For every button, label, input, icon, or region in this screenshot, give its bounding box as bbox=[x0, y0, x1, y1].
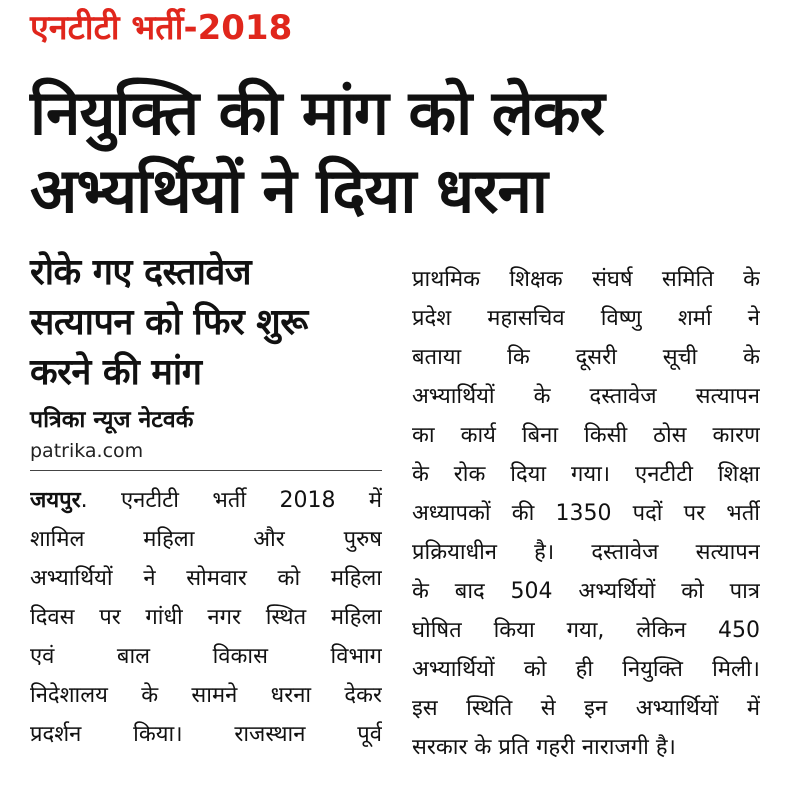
column-divider bbox=[30, 470, 382, 471]
body-line: अभ्यार्थियों को ही नियुक्ति मिली। bbox=[412, 657, 760, 682]
dateline-place: जयपुर bbox=[30, 488, 81, 513]
left-column bbox=[30, 248, 382, 754]
subheadline bbox=[30, 248, 382, 398]
body-line: सरकार के प्रति गहरी नाराजगी है। bbox=[412, 735, 676, 760]
body-line: अध्यापकों की 1350 पदों पर भर्ती bbox=[412, 501, 760, 526]
body-line-text: . एनटीटी भर्ती 2018 में bbox=[80, 488, 382, 513]
body-line: का कार्य बिना किसी ठोस कारण bbox=[412, 423, 760, 448]
body-line: अभ्यार्थियों ने सोमवार को महिला bbox=[30, 566, 382, 591]
subheadline-line-2: सत्यापन को फिर शुरू bbox=[30, 302, 308, 343]
subheadline-line-1: रोके गए दस्तावेज bbox=[30, 252, 252, 293]
body-line: प्राथमिक शिक्षक संघर्ष समिति के bbox=[412, 267, 760, 292]
body-line: निदेशालय के सामने धरना देकर bbox=[30, 683, 382, 708]
body-line: अभ्यार्थियों के दस्तावेज सत्यापन bbox=[412, 384, 760, 409]
body-line: बताया कि दूसरी सूची के bbox=[412, 345, 760, 370]
body-line: दिवस पर गांधी नगर स्थित महिला bbox=[30, 605, 382, 630]
body-line: घोषित किया गया, लेकिन 450 bbox=[412, 618, 760, 643]
body-line: प्रक्रियाधीन है। दस्तावेज सत्यापन bbox=[412, 540, 760, 565]
section-kicker: एनटीटी भर्ती-2018 bbox=[30, 8, 293, 48]
subheadline-line-3: करने की मांग bbox=[30, 352, 202, 393]
article-body-right bbox=[412, 260, 760, 767]
body-line: के बाद 504 अभ्यर्थियों को पात्र bbox=[412, 579, 760, 604]
headline bbox=[30, 74, 770, 230]
body-line: इस स्थिति से इन अभ्यार्थियों में bbox=[412, 696, 760, 721]
body-line: शामिल महिला और पुरुष bbox=[30, 527, 382, 552]
website-link[interactable]: patrika.com bbox=[30, 440, 144, 462]
body-line bbox=[30, 481, 382, 520]
body-line: प्रदेश महासचिव विष्णु शर्मा ने bbox=[412, 306, 760, 331]
headline-line-2: अभ्यर्थियों ने दिया धरना bbox=[30, 154, 547, 227]
headline-line-1: नियुक्ति की मांग को लेकर bbox=[30, 76, 604, 149]
article-body-left bbox=[30, 481, 382, 754]
body-line: प्रदर्शन किया। राजस्थान पूर्व bbox=[30, 722, 382, 747]
byline: पत्रिका न्यूज नेटवर्क bbox=[30, 407, 194, 433]
body-line: के रोक दिया गया। एनटीटी शिक्षा bbox=[412, 462, 760, 487]
body-line: एवं बाल विकास विभाग bbox=[30, 644, 382, 669]
